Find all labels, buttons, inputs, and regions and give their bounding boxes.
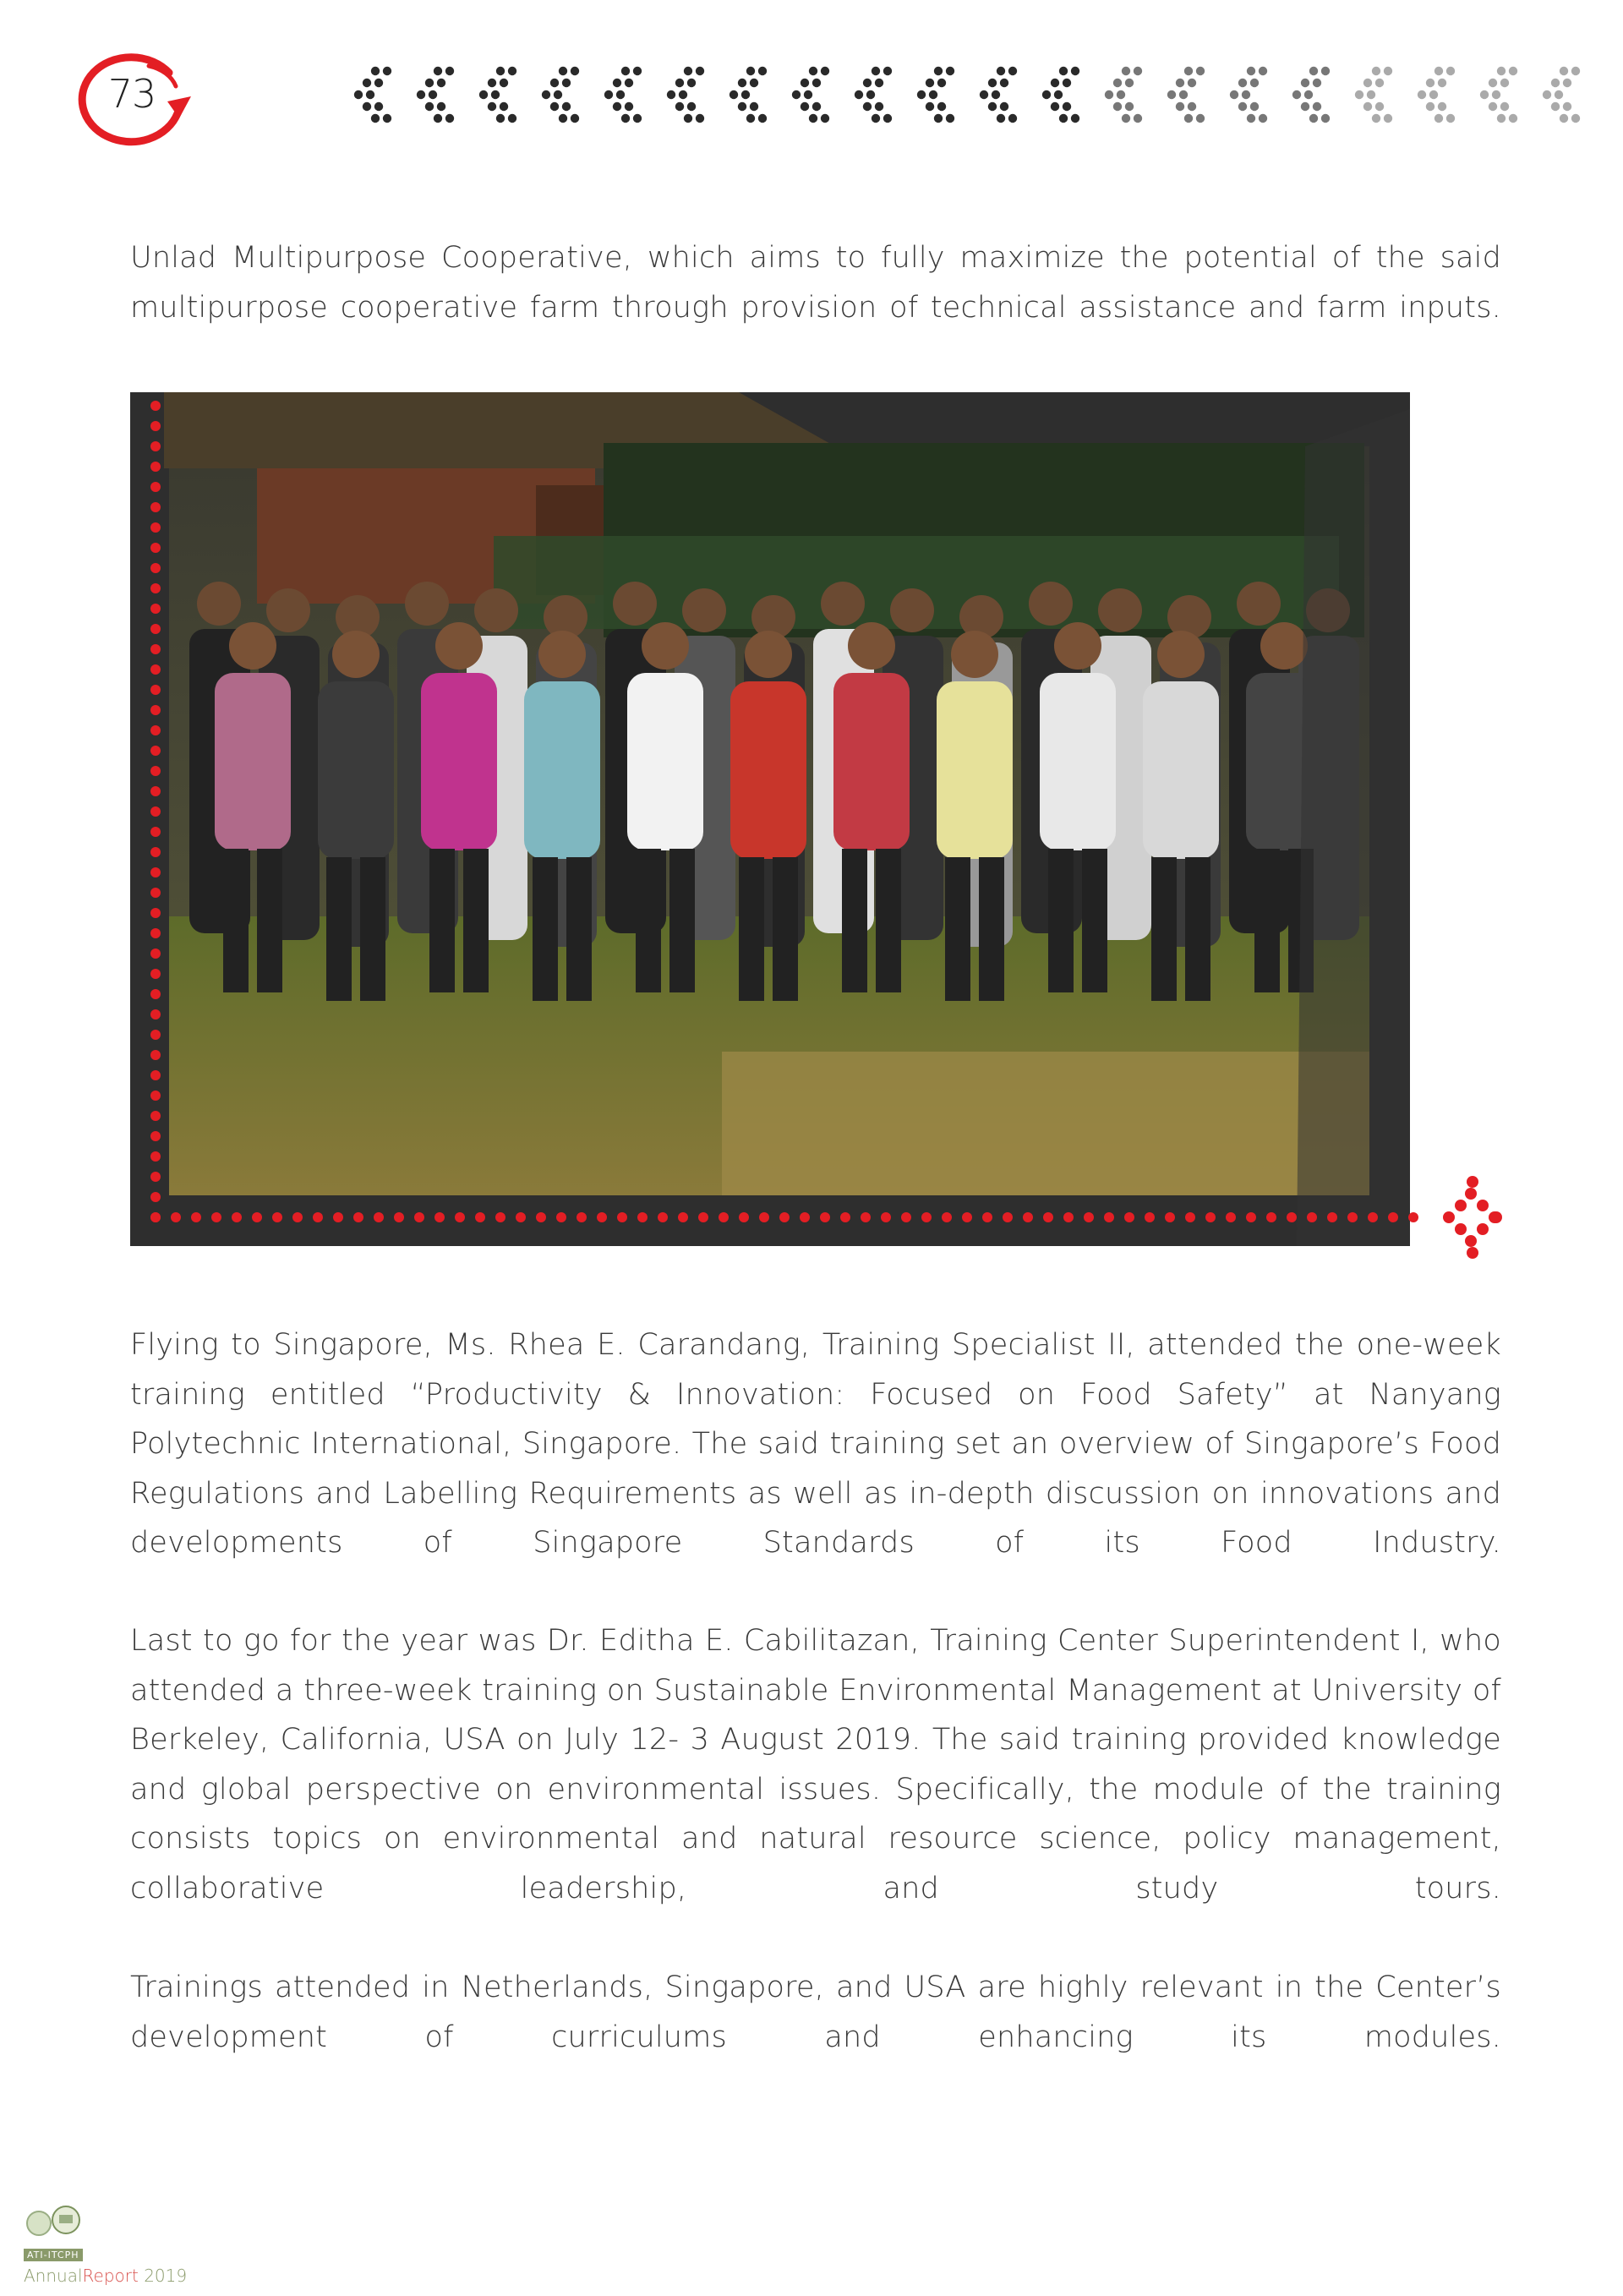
chevron-icon <box>1292 67 1330 123</box>
chevron-pattern-decoration <box>340 59 1591 140</box>
annual-report-logo <box>22 2203 208 2291</box>
group-photo <box>130 392 1410 1246</box>
chevron-icon <box>1105 67 1142 123</box>
chevron-icon <box>1480 67 1517 123</box>
chevron-icon <box>980 67 1017 123</box>
chevron-icon <box>667 67 704 123</box>
chevron-icon <box>417 67 454 123</box>
chevron-icon <box>1418 67 1455 123</box>
chevron-icon <box>354 67 391 123</box>
chevron-icon <box>855 67 892 123</box>
report-word: Report <box>82 2266 139 2286</box>
chevron-icon <box>730 67 767 123</box>
chevron-icon <box>1230 67 1267 123</box>
page-number-badge <box>68 47 194 152</box>
chevron-icon <box>1543 67 1580 123</box>
chevron-icon <box>604 67 642 123</box>
group-photo-illustration <box>130 392 1410 1246</box>
singapore-training-paragraph: Flying to Singapore, Ms. Rhea E. Carandang, Training Specialist II, attended the one-week training entitled “Productivity & Innovation: Focused on Food Safety” at Nanyang Polytechnic International, Singapore. The said training set an overview of Singapore’s Food Regulations and Labelling Requirements as well as in-depth discussion on innovations and developments of Singapore Standards of its Food Industry. <box>130 1328 1501 1560</box>
chevron-icon <box>479 67 516 123</box>
annual-word: Annual <box>24 2266 83 2286</box>
chevron-icon <box>1042 67 1079 123</box>
chevron-icon <box>1167 67 1205 123</box>
footer-badge: ATI-ITCPH <box>24 2249 83 2261</box>
intro-paragraph: Unlad Multipurpose Cooperative, which aims to fully maximize the potential of the said multipurpose cooperative farm through provision of technical assistance and farm inputs. <box>130 241 1501 325</box>
chevron-icon <box>917 67 954 123</box>
agency-seal-icon <box>22 2203 90 2245</box>
summary-paragraph: Trainings attended in Netherlands, Singapore, and USA are highly relevant in the Center’s development of curriculums and enhancing its modules. <box>130 1971 1501 2054</box>
usa-training-paragraph: Last to go for the year was Dr. Editha E. Cabilitazan, Training Center Superintendent I, who attended a three-week training on Sustainable Environmental Management at University of Berkeley, California, USA on July 12- 3 August 2019. The said training provided knowledge and global perspective on environmental issues. Specifically, the module of the training consists topics on environmental and natural resource science, policy management, collaborative leadership, and study tours. <box>130 1624 1501 1905</box>
page-number: 73 <box>107 71 156 117</box>
report-year: 2019 <box>144 2266 188 2286</box>
annual-report-label <box>24 2266 187 2286</box>
chevron-icon <box>542 67 579 123</box>
chevron-icon <box>1355 67 1392 123</box>
chevron-icon <box>792 67 829 123</box>
